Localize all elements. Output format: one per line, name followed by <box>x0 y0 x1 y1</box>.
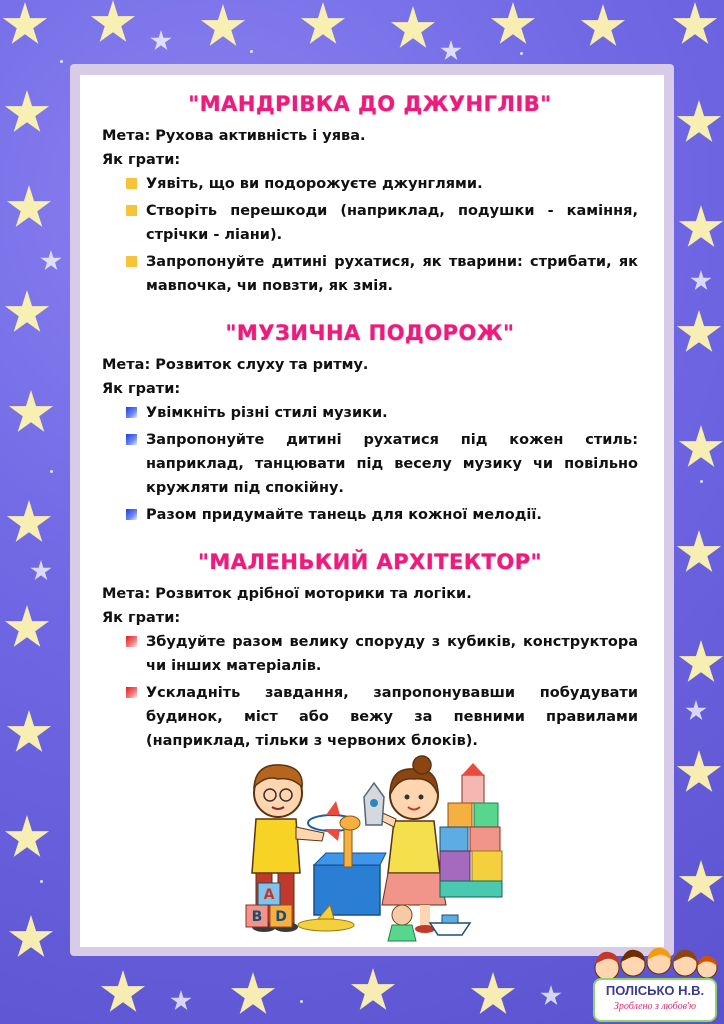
author-logo <box>585 942 720 1020</box>
star-icon <box>2 2 48 48</box>
star-icon <box>678 425 724 471</box>
section-goal: Мета: Розвиток слуху та ритму. <box>102 357 369 373</box>
square-bullet-icon <box>126 687 137 698</box>
star-icon <box>30 560 52 582</box>
square-bullet-icon <box>126 509 137 520</box>
list-item: Створіть перешкоди (наприклад, подушки - каміння, стрічки - ліани). <box>126 199 638 247</box>
content <box>102 90 638 756</box>
list-item: Увімкніть різні стилі музики. <box>126 401 638 425</box>
square-bullet-icon <box>126 636 137 647</box>
star-icon <box>200 4 246 50</box>
logo-name: ПОЛІСЬКО Н.В. <box>605 983 705 998</box>
square-bullet-icon <box>126 434 137 445</box>
section-how: Як грати: <box>102 610 181 626</box>
star-icon <box>100 970 146 1016</box>
section-title: "МАНДРІВКА ДО ДЖУНГЛІВ" <box>188 92 552 116</box>
star-icon <box>4 90 50 136</box>
star-icon <box>4 290 50 336</box>
star-icon <box>300 2 346 48</box>
star-icon <box>678 860 724 906</box>
section-jungle <box>102 90 638 298</box>
star-icon <box>440 40 462 62</box>
star-icon <box>6 710 52 756</box>
star-icon <box>390 6 436 52</box>
kids-playing-illustration <box>226 755 522 945</box>
section-architect <box>102 548 638 753</box>
star-icon <box>4 605 50 651</box>
list-item: Уявіть, що ви подорожуєте джунглями. <box>126 172 638 196</box>
star-icon <box>676 530 722 576</box>
star-icon <box>540 985 562 1007</box>
star-icon <box>490 2 536 48</box>
star-icon <box>470 972 516 1018</box>
star-icon <box>672 2 718 48</box>
section-how: Як грати: <box>102 381 181 397</box>
children-faces-icon <box>585 942 720 982</box>
logo-tagline: Зроблено з любов'ю <box>613 1001 697 1012</box>
section-music <box>102 319 638 527</box>
star-icon <box>678 640 724 686</box>
square-bullet-icon <box>126 205 137 216</box>
list-item: Запропонуйте дитині рухатися під кожен стиль: наприклад, танцювати під веселу музику чи повільно кружляти під спокійну. <box>126 428 638 500</box>
list-item: Збудуйте разом велику споруду з кубиків, конструктора чи інших матеріалів. <box>126 630 638 678</box>
section-goal: Мета: Розвиток дрібної моторики та логіки. <box>102 586 472 602</box>
list-item: Ускладніть завдання, запропонувавши побудувати будинок, міст або вежу за певними правилами (наприклад, тільки з червоних блоків). <box>126 681 638 753</box>
square-bullet-icon <box>126 178 137 189</box>
logo-label <box>593 978 717 1022</box>
section-title: "МАЛЕНЬКИЙ АРХІТЕКТОР" <box>197 550 543 574</box>
toy-rocket-icon <box>364 783 384 825</box>
star-icon <box>676 100 722 146</box>
star-icon <box>350 968 396 1014</box>
star-icon <box>580 4 626 50</box>
star-icon <box>678 205 724 251</box>
star-icon <box>150 30 172 52</box>
star-icon <box>230 972 276 1018</box>
letter-block-d: D <box>275 909 287 925</box>
letter-block-a: A <box>263 887 275 903</box>
star-icon <box>6 500 52 546</box>
star-icon <box>90 0 136 46</box>
star-icon <box>690 270 712 292</box>
star-icon <box>170 990 192 1012</box>
letter-block-b: B <box>251 909 263 925</box>
star-icon <box>676 310 722 356</box>
section-title: "МУЗИЧНА ПОДОРОЖ" <box>225 321 515 345</box>
star-icon <box>8 390 54 436</box>
star-icon <box>40 250 62 272</box>
star-icon <box>8 915 54 961</box>
square-bullet-icon <box>126 256 137 267</box>
list-item: Разом придумайте танець для кожної мелодії. <box>126 503 638 527</box>
square-bullet-icon <box>126 407 137 418</box>
block-tower <box>440 763 502 897</box>
section-goal: Мета: Рухова активність і уява. <box>102 128 366 144</box>
star-icon <box>4 815 50 861</box>
star-icon <box>6 185 52 231</box>
star-icon <box>685 700 707 722</box>
star-icon <box>676 750 722 796</box>
list-item: Запропонуйте дитині рухатися, як тварини: стрибати, як мавпочка, чи повзти, як змія. <box>126 250 638 298</box>
section-how: Як грати: <box>102 152 181 168</box>
